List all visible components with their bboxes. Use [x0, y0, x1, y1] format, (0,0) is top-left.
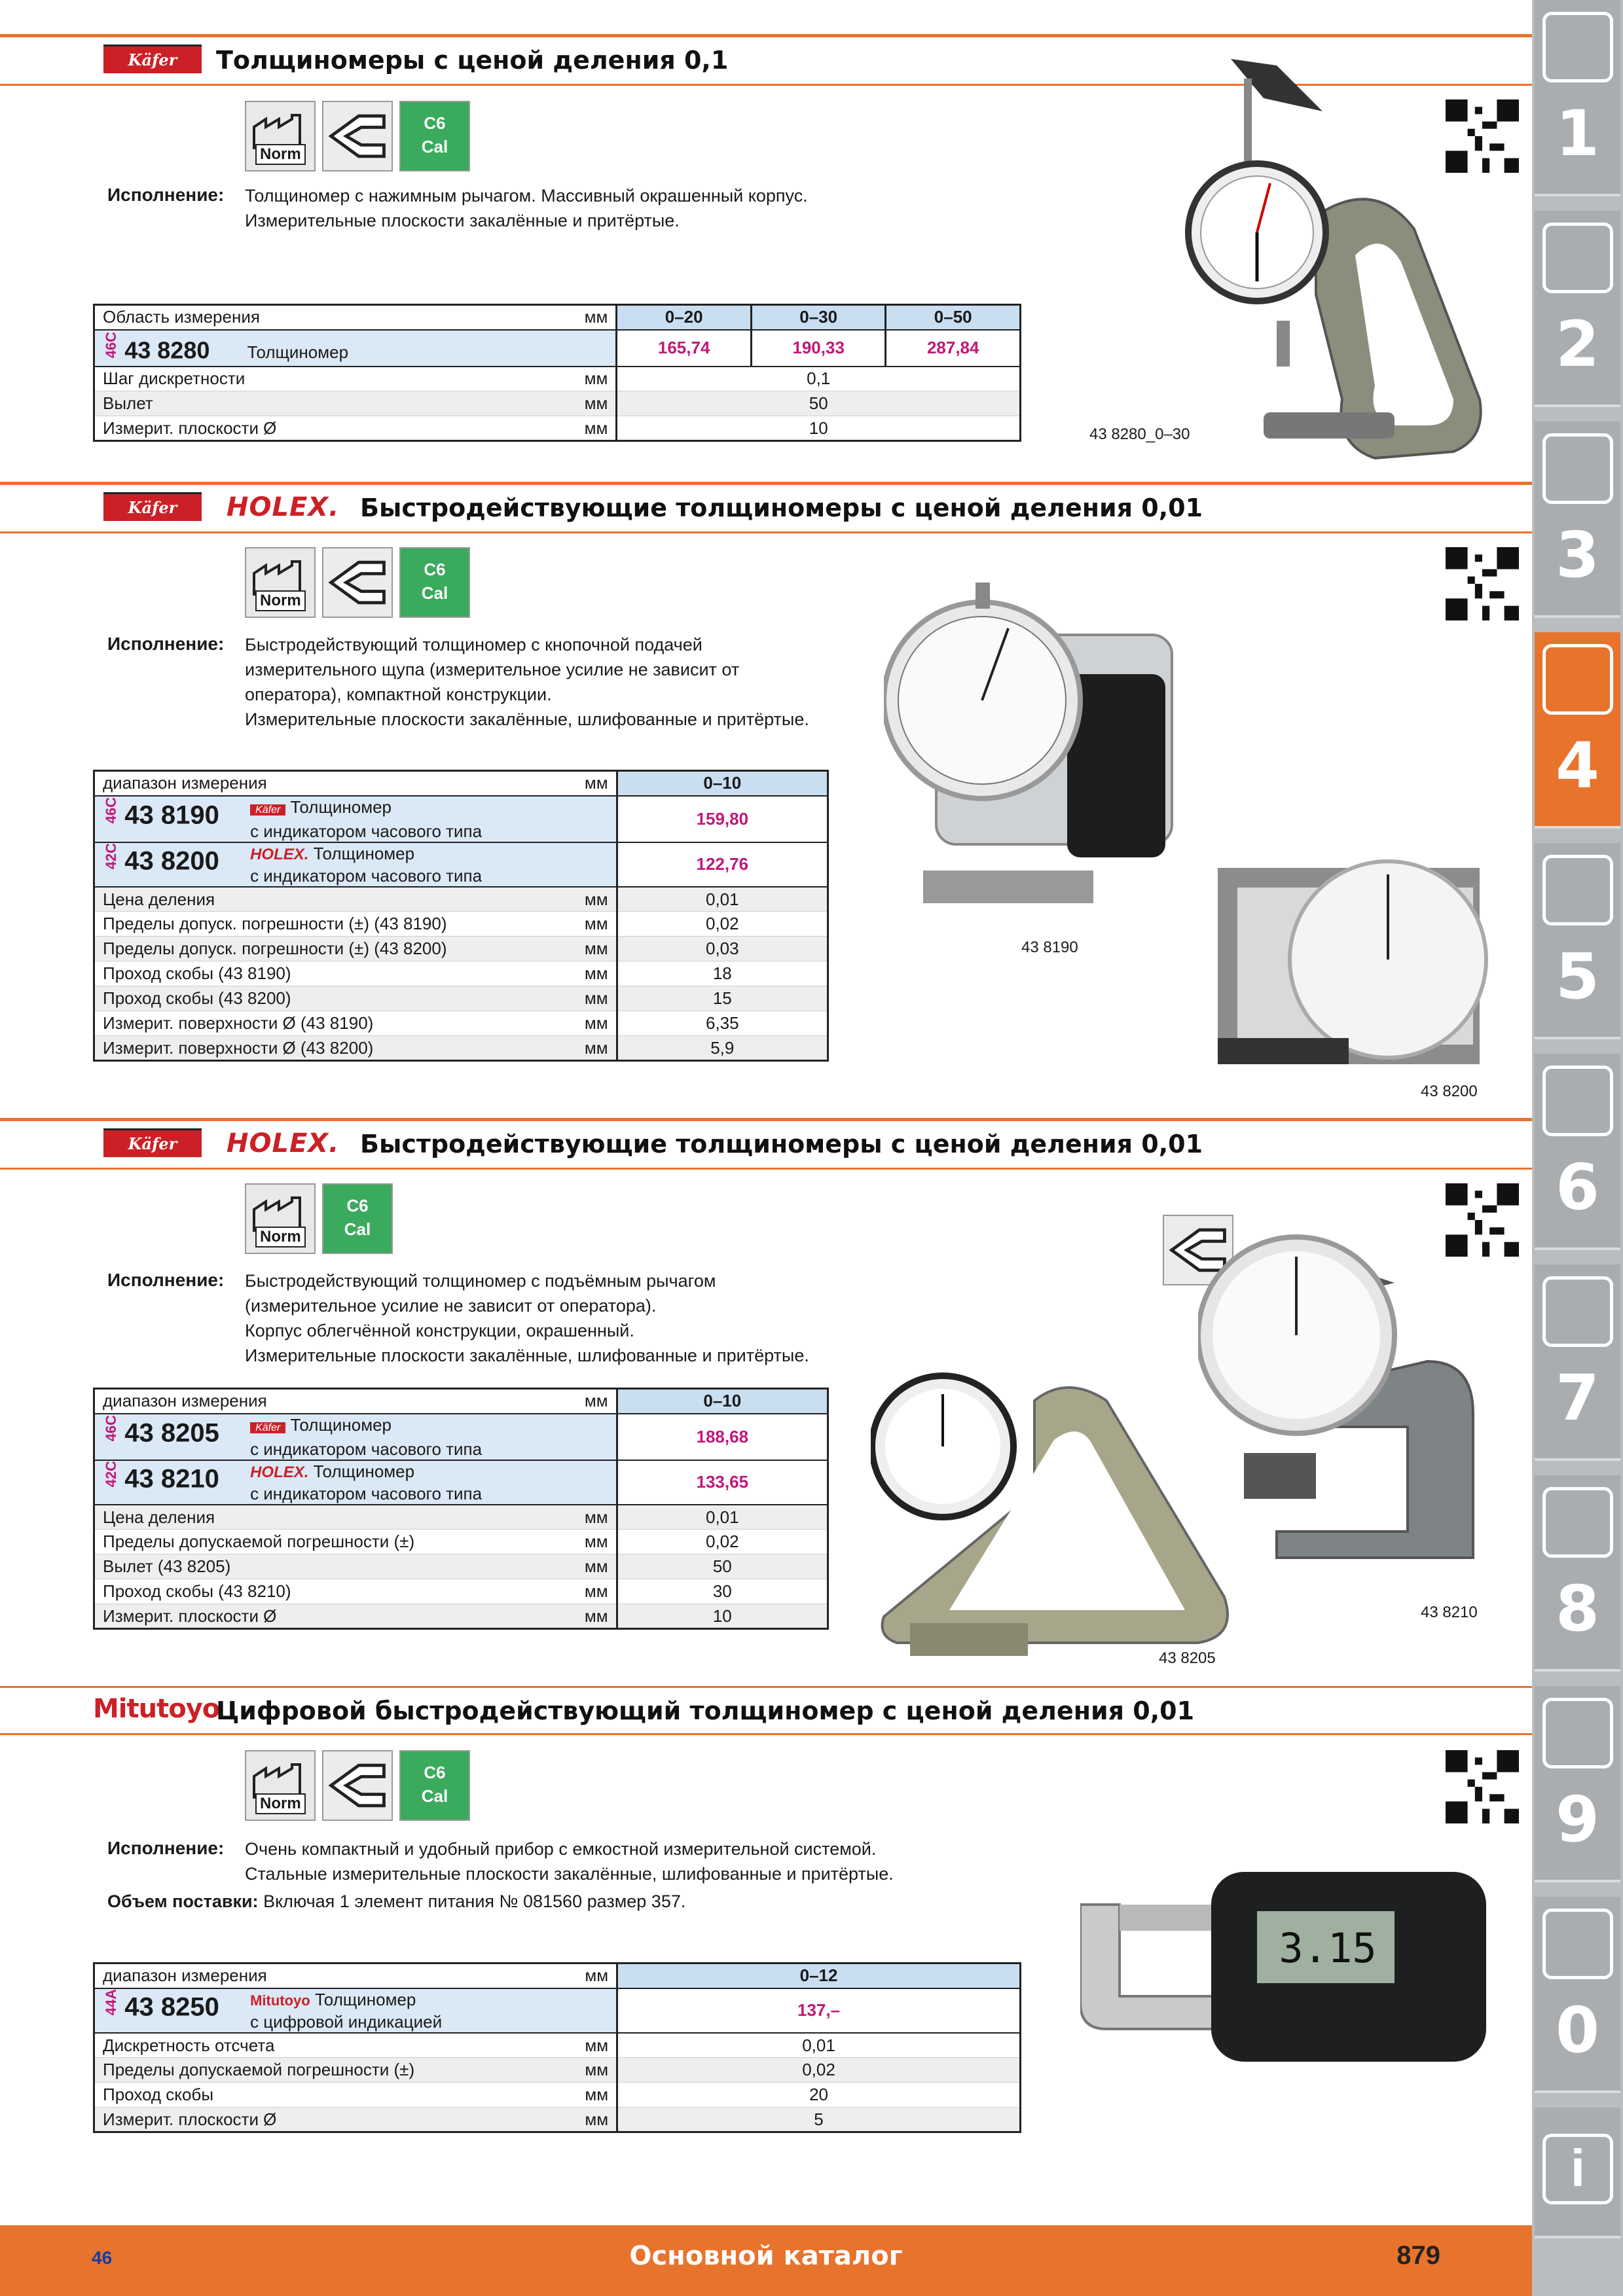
spec-row: Вылет мм 50: [94, 391, 1021, 416]
spec-row: Измерит. плоскости Ø мм 10: [94, 416, 1021, 441]
image-caption: 43 8280_0–30: [1089, 425, 1190, 443]
product-row: 46C 43 8205 Käfer Толщиномер с индикатором часового типа 188,68: [94, 1414, 828, 1460]
qr-code-icon: [1446, 1750, 1519, 1823]
feature-icons: [245, 101, 470, 171]
product-row: [94, 330, 1021, 367]
tab-chapter-1[interactable]: 1: [1535, 0, 1620, 196]
caliper-icon: [1542, 644, 1613, 715]
image-caption: 43 8200: [1421, 1083, 1478, 1100]
spec-table: [93, 304, 1021, 442]
page-footer: [0, 2225, 1532, 2296]
cal-icon: C6 Cal: [399, 101, 470, 171]
holex-logo: HOLEX.: [227, 1128, 340, 1158]
section-title: Быстродействующие толщиномеры с ценой деления 0,01: [360, 1130, 1203, 1158]
norm-icon: Norm: [245, 1750, 316, 1821]
description: Очень компактный и удобный прибор с емкостной измерительной системой. Стальные измерительные плоскости закалённые, шлифованные и притёртые.: [245, 1839, 894, 1884]
lcd-display: 3.15: [1279, 1924, 1377, 1972]
holex-logo: HOLEX.: [227, 492, 340, 522]
price: 190,33: [751, 330, 886, 367]
ispolnenie-label: Исполнение:: [107, 1838, 225, 1858]
spec-row: Шаг дискретности мм 0,1: [94, 367, 1021, 391]
description: Быстродействующий толщиномер с подъёмным рычагом (измерительное усилие не зависит от оператора). Корпус облегчённой конструкции, окрашенный. Измерительные плоскости закалённые, шлифованные и притёртые.: [245, 1271, 809, 1365]
price: 165,74: [617, 330, 752, 367]
spec-table: диапазон измерения мм 0–10 46C 43 8205 Käfer Толщиномер с индикатором часового типа 188,68 42C 43 8210 HOLEX. Толщиномер с индикатором часового типа 133,65 Цена деления мм 0,01 Пределы допускаемой погрешности (±) мм 0,02 Вылет (43 8205) мм 50 Проход скобы (43 8210) мм 30 Измерит. плоскости Ø мм 10: [93, 1388, 829, 1630]
description: Быстродействующий толщиномер с кнопочной подачей измерительного щупа (измерительное усилие не зависит от оператора), компактной конструкции. Измерительные плоскости закалённые, шлифованные и притёртые.: [245, 635, 809, 729]
tab-chapter-7[interactable]: 7: [1535, 1265, 1620, 1461]
cal-icon: C6 Cal: [399, 547, 470, 618]
section-rule: [0, 482, 1532, 485]
tab-chapter-6[interactable]: 6: [1535, 1054, 1620, 1250]
tab-chapter-4[interactable]: 4: [1535, 632, 1620, 829]
digital-gauge-image: [1080, 1833, 1486, 2068]
spec-table: диапазон измерения мм 0–10 46C 43 8190 Käfer Толщиномер с индикатором часового типа 159,80 42C 43 8200 HOLEX. Толщиномер с индикатором часового типа 122,76 Цена деления мм 0,01 Пределы допуск. погрешности (±) (43 8190) мм 0,02 Пределы допуск. погрешности (±) (43 8200) мм 0,03 Проход скобы (43 8190) мм 18 Проход скобы (43 8200) мм 15 Измерит. поверхности Ø (43 8190) мм 6,35 Измерит. поверхности Ø (43 8200) мм 5,9: [93, 770, 829, 1062]
tool-case-icon: [1542, 1487, 1613, 1558]
section-rule: [0, 1118, 1532, 1121]
drill-icon: [1542, 12, 1613, 82]
description: Толщиномер с нажимным рычагом. Массивный окрашенный корпус. Измерительные плоскости закалённые и притёртые.: [245, 186, 808, 230]
image-caption: 43 8190: [1021, 939, 1078, 956]
range-cell: 0–30: [751, 305, 886, 330]
range-label: Область измерения: [94, 305, 513, 330]
thickness-gauge-image: [871, 1361, 1237, 1669]
chapter-tabs: [1532, 0, 1623, 2296]
gauge-icon: [322, 101, 393, 171]
ispolnenie-label: Исполнение:: [107, 1270, 225, 1290]
info-icon: i: [1542, 2134, 1613, 2204]
product-row: 42C 43 8210 HOLEX. Толщиномер с индикатором часового типа 133,65: [94, 1460, 828, 1505]
category-code: 46C: [103, 331, 119, 359]
feature-icons: [245, 1750, 470, 1821]
section-rule: [0, 1168, 1532, 1170]
kafer-logo: Käfer: [103, 45, 202, 73]
kafer-logo: Käfer: [103, 1128, 202, 1157]
pliers-icon: [1542, 1276, 1613, 1347]
norm-icon: Norm: [245, 547, 316, 618]
tab-chapter-9[interactable]: 9: [1535, 1686, 1620, 1882]
supply-line: [107, 1892, 685, 1912]
spec-table: диапазон измерения мм 0–12 44A 43 8250 Mitutoyo Толщиномер с цифровой индикацией 137,– Дискретность отсчета мм 0,01 Пределы допускаемой погрешности (±) мм 0,02 Проход скобы мм 20 Измерит. плоскости Ø мм 5: [93, 1962, 1021, 2133]
tab-info[interactable]: [1535, 2108, 1620, 2238]
wrench-icon: [1542, 1066, 1613, 1136]
product-row: 42C 43 8200 HOLEX. Толщиномер с индикатором часового типа 122,76: [94, 842, 828, 887]
tab-chapter-8[interactable]: 8: [1535, 1475, 1620, 1672]
section-rule: [0, 1733, 1532, 1735]
product-name: Толщиномер: [247, 342, 349, 363]
thickness-gauge-image: [1218, 848, 1493, 1071]
image-caption: 43 8210: [1421, 1604, 1478, 1621]
tab-chapter-2[interactable]: 2: [1535, 211, 1620, 407]
page-number: 879: [1396, 2241, 1440, 2270]
norm-icon: Norm: [245, 101, 316, 171]
range-cell: 0–50: [886, 305, 1021, 330]
ispolnenie-label: Исполнение:: [107, 185, 225, 205]
image-caption: 43 8205: [1159, 1649, 1216, 1667]
section-title: Цифровой быстродействующий толщиномер с ценой деления 0,01: [216, 1696, 1195, 1725]
tab-chapter-5[interactable]: 5: [1535, 843, 1620, 1039]
thickness-gauge-image: [1178, 59, 1493, 465]
saw-icon: [1542, 855, 1613, 925]
norm-icon: Norm: [245, 1183, 316, 1254]
section-title: Толщиномеры с ценой деления 0,1: [216, 46, 729, 75]
cal-icon: C6 Cal: [399, 1750, 470, 1821]
footer-left-number: 46: [92, 2248, 113, 2268]
insert-icon: [1542, 223, 1613, 293]
thickness-gauge-image: [1198, 1217, 1493, 1597]
section-rule: [0, 1686, 1532, 1688]
section-title: Быстродействующие толщиномеры с ценой деления 0,01: [360, 493, 1203, 522]
cal-icon: C6 Cal: [322, 1183, 393, 1254]
cabinet-icon: [1542, 1698, 1613, 1768]
supply-text: Включая 1 элемент питания № 081560 размер 357.: [263, 1892, 686, 1911]
footer-title: Основной каталог: [629, 2241, 903, 2271]
price: 287,84: [886, 330, 1021, 367]
article-number: 43 8280: [124, 336, 210, 364]
tab-chapter-0[interactable]: 0: [1535, 1897, 1620, 2093]
qr-code-icon: [1446, 547, 1519, 620]
product-row: 46C 43 8190 Käfer Толщиномер с индикатором часового типа 159,80: [94, 796, 828, 842]
holder-icon: [1542, 433, 1613, 504]
gauge-icon: [322, 547, 393, 618]
safety-icon: [1542, 1909, 1613, 1979]
feature-icons: [245, 1183, 393, 1254]
section-rule: [0, 34, 1532, 37]
unit: мм: [512, 305, 617, 330]
kafer-logo: Käfer: [103, 492, 202, 521]
range-cell: 0–20: [617, 305, 752, 330]
ispolnenie-label: Исполнение:: [107, 634, 225, 654]
gauge-icon: [322, 1750, 393, 1821]
product-row: 44A 43 8250 Mitutoyo Толщиномер с цифровой индикацией 137,–: [94, 1988, 1021, 2033]
thickness-gauge-image: [884, 583, 1185, 910]
mitutoyo-logo: Mitutoyo: [93, 1694, 220, 1724]
feature-icons: [245, 547, 470, 618]
section-rule: [0, 531, 1532, 533]
tab-chapter-3[interactable]: 3: [1535, 422, 1620, 618]
supply-label: Объем поставки:: [107, 1892, 259, 1911]
